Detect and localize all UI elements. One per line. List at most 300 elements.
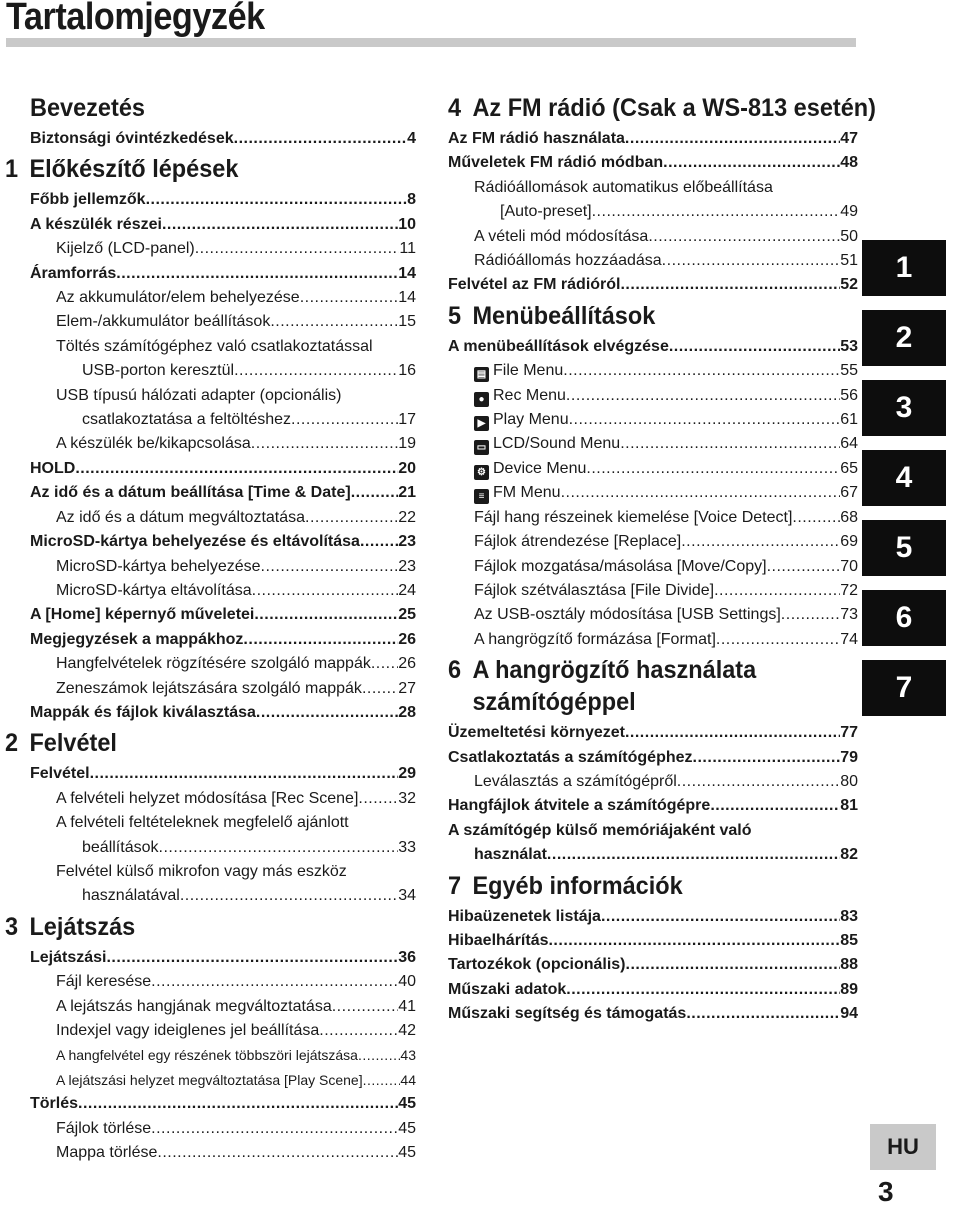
toc-entry-row xyxy=(474,579,858,603)
toc-entry-label: Áramforrás xyxy=(30,264,117,282)
toc-entry-row xyxy=(448,335,858,359)
leader-dots xyxy=(358,787,398,811)
leader-dots xyxy=(792,506,840,530)
leader-dots xyxy=(162,213,398,237)
toc-entry-row xyxy=(448,151,858,175)
toc-entry-row xyxy=(474,225,858,249)
toc-entry-label: Hibaelhárítás xyxy=(448,931,549,949)
toc-entry[interactable] xyxy=(56,1019,416,1043)
toc-entry-page: 69 xyxy=(840,533,858,551)
toc-entry[interactable] xyxy=(56,506,416,530)
toc-entry-page: 88 xyxy=(840,956,858,974)
menu-icon: ⚙ xyxy=(474,465,489,480)
chapter-tab-4[interactable]: 4 xyxy=(862,450,946,506)
toc-entry-label: Műszaki adatok xyxy=(448,980,567,998)
toc-entry-page: 94 xyxy=(840,1005,858,1023)
leader-dots xyxy=(681,530,840,554)
toc-entry-label: Üzemeltetési környezet xyxy=(448,724,625,742)
toc-entry-label-cont: csatlakoztatása a feltöltéshez xyxy=(82,411,292,429)
toc-entry-label-cont: USB-porton keresztül xyxy=(82,362,235,380)
toc-entry-row xyxy=(56,884,416,908)
toc-entry-page: 17 xyxy=(398,411,416,429)
toc-entry-label: A felvételi helyzet módosítása [Rec Scene] xyxy=(56,789,359,807)
toc-entry-label: Tartozékok (opcionális) xyxy=(448,956,626,974)
toc-entry-page: 16 xyxy=(398,362,416,380)
menu-icon: ▭ xyxy=(474,440,489,455)
toc-entry-label: USB típusú hálózati adapter (opcionális) xyxy=(56,386,342,404)
toc-entry-label: Hangfelvételek rögzítésére szolgáló mappák xyxy=(56,655,371,673)
leader-dots xyxy=(714,579,840,603)
toc-entry-label-cont: használatával xyxy=(82,887,180,905)
toc-entry-label: Rádióállomás hozzáadása xyxy=(474,252,662,270)
toc-entry-page: 48 xyxy=(840,154,858,172)
toc-entry-row xyxy=(56,310,416,334)
leader-dots xyxy=(151,1117,398,1141)
toc-entry-page: 64 xyxy=(840,435,858,453)
toc-entry[interactable] xyxy=(448,794,858,818)
toc-entry-label: Biztonsági óvintézkedések xyxy=(30,130,234,147)
toc-entry[interactable] xyxy=(56,677,416,701)
toc-entry-row xyxy=(56,1019,416,1043)
toc-entry-row xyxy=(56,970,416,994)
toc-entry-row xyxy=(474,432,858,456)
toc-entry[interactable] xyxy=(56,970,416,994)
toc-entry-page: 25 xyxy=(398,606,416,624)
toc-entry-row xyxy=(448,1002,858,1026)
toc-entry-page: 27 xyxy=(398,679,416,697)
toc-entry-row xyxy=(56,237,416,261)
toc-entry-page: 81 xyxy=(840,797,858,815)
leader-dots xyxy=(106,946,398,970)
section-heading-3: 3 Lejátszás xyxy=(5,912,136,941)
toc-entry-row xyxy=(474,530,858,554)
toc-entry[interactable] xyxy=(448,127,858,151)
toc-entry-page: 8 xyxy=(407,191,416,209)
leader-dots xyxy=(586,457,840,481)
toc-entry-label: ● Rec Menu xyxy=(474,384,566,408)
toc-entry-label: Fájl hang részeinek kiemelése [Voice Detect] xyxy=(474,508,793,526)
toc-entry-label: MicroSD-kártya eltávolítása xyxy=(56,581,252,599)
toc-entry-label: A vételi mód módosítása xyxy=(474,227,649,245)
toc-entry-page: 49 xyxy=(840,203,858,221)
section-7-entries xyxy=(448,905,858,1027)
toc-entry-row xyxy=(448,843,858,867)
toc-entry-row xyxy=(56,506,416,530)
toc-entry-label: A készülék részei xyxy=(30,215,162,233)
toc-entry-row xyxy=(30,701,416,725)
toc-entry[interactable] xyxy=(448,978,858,1002)
toc-entry-label: Elem-/akkumulátor beállítások xyxy=(56,313,271,331)
toc-entry-label: Lejátszási xyxy=(30,948,107,966)
toc-entry-row xyxy=(30,188,416,212)
toc-entry-page: 73 xyxy=(840,606,858,624)
chapter-tab-3[interactable]: 3 xyxy=(862,380,946,436)
leader-dots xyxy=(351,481,399,505)
toc-entry-page: 33 xyxy=(398,838,416,856)
toc-entry[interactable] xyxy=(56,1043,416,1067)
leader-dots xyxy=(146,188,408,212)
toc-entry-page: 32 xyxy=(398,789,416,807)
toc-entry-label: Leválasztás a számítógépről xyxy=(474,772,677,790)
section-heading-4: 4 Az FM rádió (Csak a WS-813 esetén) xyxy=(448,94,876,122)
leader-dots xyxy=(78,1092,398,1116)
toc-entry-label: Az akkumulátor/elem behelyezése xyxy=(56,289,300,307)
toc-entry-label: Felvétel külső mikrofon vagy más eszköz xyxy=(56,862,347,880)
toc-entry-row xyxy=(30,603,416,627)
toc-entry-page: 43 xyxy=(400,1047,416,1064)
toc-entry-row xyxy=(30,530,416,554)
toc-entry-label: ▤ File Menu xyxy=(474,359,563,383)
menu-icon: ▶ xyxy=(474,416,489,431)
toc-entry-row xyxy=(474,408,858,432)
toc-entry-row xyxy=(56,787,416,811)
leader-dots xyxy=(291,408,398,432)
toc-entry[interactable] xyxy=(474,225,858,249)
toc-entry-row xyxy=(448,953,858,977)
leader-dots xyxy=(243,628,398,652)
toc-entry-label: Az idő és a dátum beállítása [Time & Date] xyxy=(30,484,351,502)
toc-entry-row xyxy=(56,1068,416,1092)
toc-entry[interactable] xyxy=(448,819,858,868)
leader-dots xyxy=(116,262,398,286)
toc-entry-row xyxy=(474,506,858,530)
toc-entry[interactable] xyxy=(474,770,858,794)
toc-entry[interactable] xyxy=(30,1092,416,1116)
toc-entry-page: 72 xyxy=(840,581,858,599)
toc-entry-row xyxy=(474,481,858,505)
toc-entry-row xyxy=(56,286,416,310)
toc-entry[interactable] xyxy=(56,335,416,384)
toc-entry-label: Fájlok törlése xyxy=(56,1119,152,1137)
toc-entry-label: Indexjel vagy ideiglenes jel beállítása xyxy=(56,1022,320,1039)
toc-entry[interactable] xyxy=(474,506,858,530)
menu-icon: ▤ xyxy=(474,367,489,382)
leader-dots xyxy=(710,794,840,818)
toc-entry[interactable] xyxy=(474,432,858,456)
section-2-entries xyxy=(30,762,416,908)
toc-entry-label: MicroSD-kártya behelyezése xyxy=(56,557,261,575)
toc-entry[interactable] xyxy=(30,188,416,212)
toc-entry-row xyxy=(56,432,416,456)
toc-entry[interactable] xyxy=(56,1068,416,1092)
menu-icon: ● xyxy=(474,392,489,407)
toc-entry[interactable] xyxy=(448,905,858,929)
leader-dots xyxy=(548,929,840,953)
toc-entry-label: Töltés számítógéphez való csatlakoztatással xyxy=(56,337,373,355)
toc-entry-page: 23 xyxy=(398,533,416,551)
toc-entry-page: 61 xyxy=(840,411,858,429)
toc-entry[interactable] xyxy=(56,1141,416,1165)
toc-entry[interactable] xyxy=(30,457,416,481)
leader-dots xyxy=(716,628,840,652)
toc-entry[interactable] xyxy=(474,359,858,383)
toc-entry[interactable] xyxy=(474,457,858,481)
toc-entry[interactable] xyxy=(56,1117,416,1141)
toc-entry-page: 68 xyxy=(840,508,858,526)
leader-dots xyxy=(561,481,841,505)
toc-entry-row xyxy=(56,836,416,860)
leader-dots xyxy=(195,237,400,261)
toc-entry[interactable] xyxy=(30,946,416,970)
toc-entry-label: A menübeállítások elvégzése xyxy=(448,337,669,355)
toc-entry[interactable] xyxy=(474,384,858,408)
toc-entry[interactable] xyxy=(56,787,416,811)
toc-entry[interactable] xyxy=(474,603,858,627)
toc-entry-label: Fájl keresése xyxy=(56,973,152,991)
toc-entry[interactable] xyxy=(30,701,416,725)
toc-entry-page: 14 xyxy=(398,264,416,282)
toc-entry-label: Főbb jellemzők xyxy=(30,191,146,209)
toc-entry-row xyxy=(448,127,858,151)
toc-entry[interactable] xyxy=(474,555,858,579)
toc-entry[interactable] xyxy=(474,530,858,554)
chapter-tab-5[interactable]: 5 xyxy=(862,520,946,576)
leader-dots xyxy=(569,408,841,432)
toc-entry[interactable] xyxy=(56,310,416,334)
toc-entry-page: 83 xyxy=(840,907,858,925)
toc-entry-page: 74 xyxy=(840,630,858,648)
toc-entry[interactable] xyxy=(474,628,858,652)
toc-left-column xyxy=(5,90,416,1165)
leader-dots xyxy=(566,978,840,1002)
leader-dots xyxy=(358,1043,400,1067)
leader-dots xyxy=(300,286,399,310)
toc-entry[interactable] xyxy=(30,213,416,237)
toc-entry[interactable] xyxy=(56,860,416,909)
toc-entry-page: 40 xyxy=(398,973,416,991)
toc-entry[interactable] xyxy=(30,603,416,627)
toc-entry[interactable] xyxy=(30,127,416,151)
toc-entry-label-cont: beállítások xyxy=(82,838,159,856)
toc-entry[interactable] xyxy=(56,652,416,676)
toc-entry-row xyxy=(448,905,858,929)
toc-entry-row xyxy=(30,262,416,286)
leader-dots xyxy=(781,603,840,627)
section-6-entries xyxy=(448,721,858,867)
section-heading-7: 7 Egyéb információk xyxy=(448,871,683,900)
chapter-tab-6[interactable]: 6 xyxy=(862,590,946,646)
toc-entry-row xyxy=(56,652,416,676)
toc-entry-label: A hangrögzítő formázása [Format] xyxy=(474,630,716,648)
toc-entry-page: 77 xyxy=(840,724,858,742)
leader-dots xyxy=(663,151,840,175)
toc-entry[interactable] xyxy=(474,249,858,273)
leader-dots xyxy=(319,1019,398,1043)
toc-entry-label: Rádióállomások automatikus előbeállítása xyxy=(474,178,773,196)
toc-entry-label: A felvételi feltételeknek megfelelő ajánlott xyxy=(56,814,349,832)
toc-entry-label: Fájlok szétválasztása [File Divide] xyxy=(474,581,715,599)
toc-entry-row xyxy=(56,555,416,579)
toc-entry-page: 26 xyxy=(398,630,416,648)
toc-entry-page: 29 xyxy=(398,765,416,783)
leader-dots xyxy=(254,603,398,627)
toc-entry-page: 11 xyxy=(399,240,416,258)
leader-dots xyxy=(626,953,841,977)
toc-entry-page: 21 xyxy=(398,484,416,502)
toc-entry[interactable] xyxy=(474,579,858,603)
toc-entry[interactable] xyxy=(448,746,858,770)
toc-entry-label: ▭ LCD/Sound Menu xyxy=(474,432,620,456)
section-heading-2: 2 Felvétel xyxy=(5,729,117,758)
section-heading-5: 5 Menübeállítások xyxy=(448,301,656,330)
toc-entry[interactable] xyxy=(56,286,416,310)
toc-entry-page: 51 xyxy=(840,252,858,270)
toc-entry-row xyxy=(30,628,416,652)
toc-entry-label: Mappák és fájlok kiválasztása xyxy=(30,703,256,721)
toc-entry-row xyxy=(30,457,416,481)
toc-right-column xyxy=(448,90,876,1027)
toc-entry-row xyxy=(448,929,858,953)
page-number: 3 xyxy=(878,1176,894,1207)
toc-entry[interactable] xyxy=(30,530,416,554)
section-3-entries xyxy=(30,946,416,1166)
toc-entry-row xyxy=(448,721,858,745)
toc-entry[interactable] xyxy=(448,1002,858,1026)
leader-dots xyxy=(256,701,398,725)
toc-entry[interactable] xyxy=(474,481,858,505)
leader-dots xyxy=(270,310,398,334)
leader-dots xyxy=(252,579,399,603)
leader-dots xyxy=(566,384,840,408)
toc-entry-label: Műveletek FM rádió módban xyxy=(448,154,664,172)
toc-entry-row xyxy=(56,408,416,432)
toc-entry[interactable] xyxy=(56,995,416,1019)
toc-entry-page: 34 xyxy=(398,887,416,905)
leader-dots xyxy=(234,359,398,383)
toc-entry-label: Mappa törlése xyxy=(56,1144,158,1162)
toc-entry[interactable] xyxy=(448,929,858,953)
toc-entry-label: Felvétel az FM rádióról xyxy=(448,276,621,294)
toc-entry[interactable] xyxy=(30,762,416,786)
menu-icon: ≡ xyxy=(474,489,489,504)
toc-entry-page: 80 xyxy=(840,772,858,790)
toc-entry-row xyxy=(474,249,858,273)
leader-dots xyxy=(592,200,841,224)
toc-entry-row xyxy=(474,200,858,224)
leader-dots xyxy=(363,1068,401,1092)
toc-entry[interactable] xyxy=(30,628,416,652)
toc-entry-page: 20 xyxy=(398,459,416,477)
toc-entry-row xyxy=(448,746,858,770)
leader-dots xyxy=(601,905,840,929)
toc-entry-page: 50 xyxy=(840,227,858,245)
leader-dots xyxy=(157,1141,398,1165)
toc-entry[interactable] xyxy=(448,335,858,359)
leader-dots xyxy=(620,432,840,456)
toc-entry[interactable] xyxy=(56,237,416,261)
section-heading-1: 1 Előkészítő lépések xyxy=(5,155,239,184)
toc-entry-row xyxy=(30,1092,416,1116)
leader-dots xyxy=(251,432,398,456)
toc-entry[interactable] xyxy=(474,176,858,225)
leader-dots xyxy=(180,884,398,908)
toc-entry-page: 53 xyxy=(840,337,858,355)
toc-entry-page: 52 xyxy=(840,276,858,294)
toc-entry-page: 19 xyxy=(398,435,416,453)
toc-entry-page: 79 xyxy=(840,748,858,766)
toc-entry-page: 41 xyxy=(398,997,416,1015)
toc-entry-label: Zeneszámok lejátszására szolgáló mappák xyxy=(56,679,362,697)
toc-entry-label: Hibaüzenetek listája xyxy=(448,907,601,925)
toc-entry-row xyxy=(474,457,858,481)
chapter-tab-7[interactable]: 7 xyxy=(862,660,946,716)
toc-entry-row xyxy=(30,481,416,505)
toc-entry[interactable] xyxy=(448,721,858,745)
toc-entry-row xyxy=(474,359,858,383)
leader-dots xyxy=(371,652,398,676)
toc-entry-label: Az FM rádió használata xyxy=(448,130,625,147)
chapter-tab-1[interactable]: 1 xyxy=(862,240,946,296)
leader-dots xyxy=(662,249,841,273)
leader-dots xyxy=(547,843,840,867)
toc-entry-page: 56 xyxy=(840,386,858,404)
title-rule xyxy=(6,38,856,47)
toc-entry-page: 15 xyxy=(398,313,416,331)
toc-entry[interactable] xyxy=(448,151,858,175)
toc-entry-label: A lejátszás hangjának megváltoztatása xyxy=(56,997,332,1015)
toc-entry[interactable] xyxy=(448,953,858,977)
toc-entry[interactable] xyxy=(448,273,858,297)
toc-entry-label: ▶ Play Menu xyxy=(474,408,569,432)
leader-dots xyxy=(151,970,398,994)
toc-entry-label: A [Home] képernyő műveletei xyxy=(30,606,255,624)
toc-entry-page: 45 xyxy=(398,1144,416,1162)
toc-entry[interactable] xyxy=(30,481,416,505)
toc-entry-label: Törlés xyxy=(30,1095,79,1113)
leader-dots xyxy=(563,359,840,383)
toc-entry-label: Kijelző (LCD-panel) xyxy=(56,240,195,258)
leader-dots xyxy=(625,721,840,745)
toc-entry-page: 70 xyxy=(840,557,858,575)
toc-entry-page: 44 xyxy=(400,1071,416,1088)
toc-entry-page: 36 xyxy=(398,948,416,966)
toc-entry-page: 22 xyxy=(398,508,416,526)
toc-entry-row xyxy=(56,579,416,603)
toc-entry-label: Hangfájlok átvitele a számítógépre xyxy=(448,797,711,815)
intro-entries xyxy=(30,127,416,151)
toc-entry-label: ≡ FM Menu xyxy=(474,481,561,505)
toc-entry-row xyxy=(474,555,858,579)
toc-entry[interactable] xyxy=(56,432,416,456)
leader-dots xyxy=(159,836,399,860)
toc-entry-label: ⚙ Device Menu xyxy=(474,457,586,481)
leader-dots xyxy=(305,506,398,530)
toc-entry-label: Műszaki segítség és támogatás xyxy=(448,1005,687,1023)
toc-entry-row xyxy=(474,628,858,652)
toc-entry-row xyxy=(448,273,858,297)
toc-entry-page: 89 xyxy=(840,980,858,998)
toc-entry[interactable] xyxy=(56,555,416,579)
chapter-tab-2[interactable]: 2 xyxy=(862,310,946,366)
leader-dots xyxy=(693,746,841,770)
section-heading-6: 6 A hangrögzítő használata számítógéppel xyxy=(448,656,757,717)
leader-dots xyxy=(686,1002,840,1026)
toc-entry-label: Az idő és a dátum megváltoztatása xyxy=(56,508,306,526)
toc-entry-page: 47 xyxy=(840,130,858,147)
toc-entry[interactable] xyxy=(56,811,416,860)
toc-entry-page: 65 xyxy=(840,459,858,477)
leader-dots xyxy=(261,555,399,579)
toc-entry[interactable] xyxy=(56,384,416,433)
toc-entry[interactable] xyxy=(56,579,416,603)
toc-entry[interactable] xyxy=(474,408,858,432)
toc-entry-label: A számítógép külső memóriájaként való xyxy=(448,821,752,839)
toc-entry[interactable] xyxy=(30,262,416,286)
toc-entry-row xyxy=(56,1117,416,1141)
toc-entry-page: 26 xyxy=(398,655,416,673)
toc-entry-row xyxy=(56,359,416,383)
toc-entry-label: MicroSD-kártya behelyezése és eltávolítása xyxy=(30,533,360,551)
